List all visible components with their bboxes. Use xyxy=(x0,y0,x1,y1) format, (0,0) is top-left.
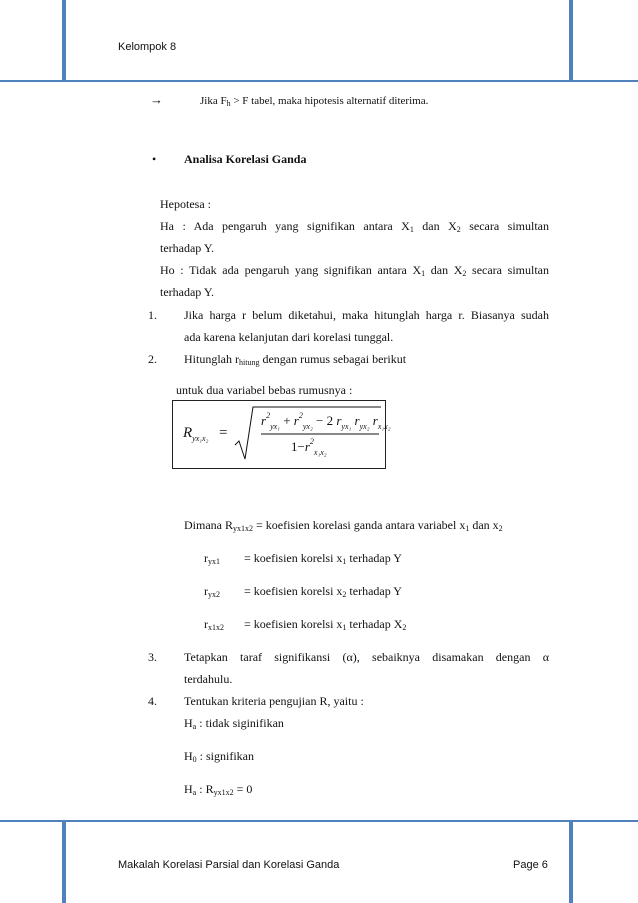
arrow-icon: → xyxy=(150,92,163,107)
bullet-icon: • xyxy=(152,152,157,166)
formula-denominator: $1-r^2_{x_1x_2}$ xyxy=(291,437,327,457)
step-1-line2: ada karena kelanjutan dari korelasi tunggal. xyxy=(184,330,394,344)
criteria-item: $H_a$ : tidak siginifikan xyxy=(184,716,284,731)
hypothesis-ha-line2: terhadap Y. xyxy=(160,241,214,255)
footer-page-number: Page 6 xyxy=(513,859,548,871)
step-3-line2: terdahulu. xyxy=(184,672,233,686)
formula-equals: = xyxy=(219,425,228,441)
step-4-line1: Tentukan kriteria pengujian R, yaitu : xyxy=(184,694,364,708)
border-left-line xyxy=(62,0,66,82)
hypothesis-ho-line2: terhadap Y. xyxy=(160,285,214,299)
sqrt-sign xyxy=(173,401,385,468)
footer-rule xyxy=(0,820,638,822)
formula-intro: untuk dua variabel bebas rumusnya : xyxy=(176,383,353,397)
arrow-line-text: Jika $F_h > F$ tabel, maka hipotesis alternatif diterima. xyxy=(200,95,429,108)
step-2-text: Hitunglah $r_{hitung}$ dengan rumus sebagai berikut xyxy=(184,352,407,367)
footer-title: Makalah Korelasi Parsial dan Korelasi Ganda xyxy=(118,859,340,871)
section-title: Analisa Korelasi Ganda xyxy=(184,152,307,166)
step-1-line1: Jika harga r belum diketahui, maka hitunglah harga r. Biasanya sudah xyxy=(184,308,549,322)
criteria-item: $H_0$ : signifikan xyxy=(184,749,254,764)
step-3-line1: Tetapkan taraf signifikansi (α), sebaiknya disamakan dengan α xyxy=(184,650,549,664)
step-number: 2. xyxy=(148,352,157,366)
definition-ryx2-symbol: $r_{yx2}$ xyxy=(204,584,220,599)
step-number: 1. xyxy=(148,308,157,322)
definition-ryx1-symbol: $r_{yx1}$ xyxy=(204,551,220,566)
step-number: 3. xyxy=(148,650,157,664)
step-number: 4. xyxy=(148,694,157,708)
definition-rx1x2-symbol: $r_{x1x2}$ xyxy=(204,617,224,632)
header-title: Kelompok 8 xyxy=(118,41,177,53)
border-right-line xyxy=(569,0,573,82)
formula-box xyxy=(172,400,391,469)
definition-main: Dimana $R_{yx1x2}$ = koefisien korelasi ganda antara variabel $x_1$ dan $x_2$ xyxy=(184,518,503,533)
hypothesis-ha-line1: Ha : Ada pengaruh yang signifikan antara $X_1$ dan $X_2$ secara simultan xyxy=(160,219,549,234)
hypothesis-ho-line1: Ho : Tidak ada pengaruh yang signifikan antara $X_1$ dan $X_2$ secara simultan xyxy=(160,263,549,278)
formula-lhs: $R_{yx_1x_2}$ xyxy=(183,425,209,443)
criteria-item: $H_a$ : $R_{yx1x2} = 0$ xyxy=(184,782,253,797)
footer-right-line xyxy=(569,820,573,903)
footer-left-line xyxy=(62,820,66,903)
definition-ryx1-text: = koefisien korelsi $x_1$ terhadap Y xyxy=(244,551,402,566)
header-rule xyxy=(0,80,638,82)
definition-ryx2-text: = koefisien korelsi $x_2$ terhadap Y xyxy=(244,584,402,599)
definition-rx1x2-text: = koefisien korelsi $x_1$ terhadap $X_2$ xyxy=(244,617,407,632)
hypothesis-label: Hepotesa : xyxy=(160,197,211,211)
formula-numerator: $r^2_{yx_1} + r^2_{yx_2} - 2$ $r_{yx_1}$ $r_{yx_2}$ $r_{x_1x_2}$ xyxy=(261,411,391,431)
